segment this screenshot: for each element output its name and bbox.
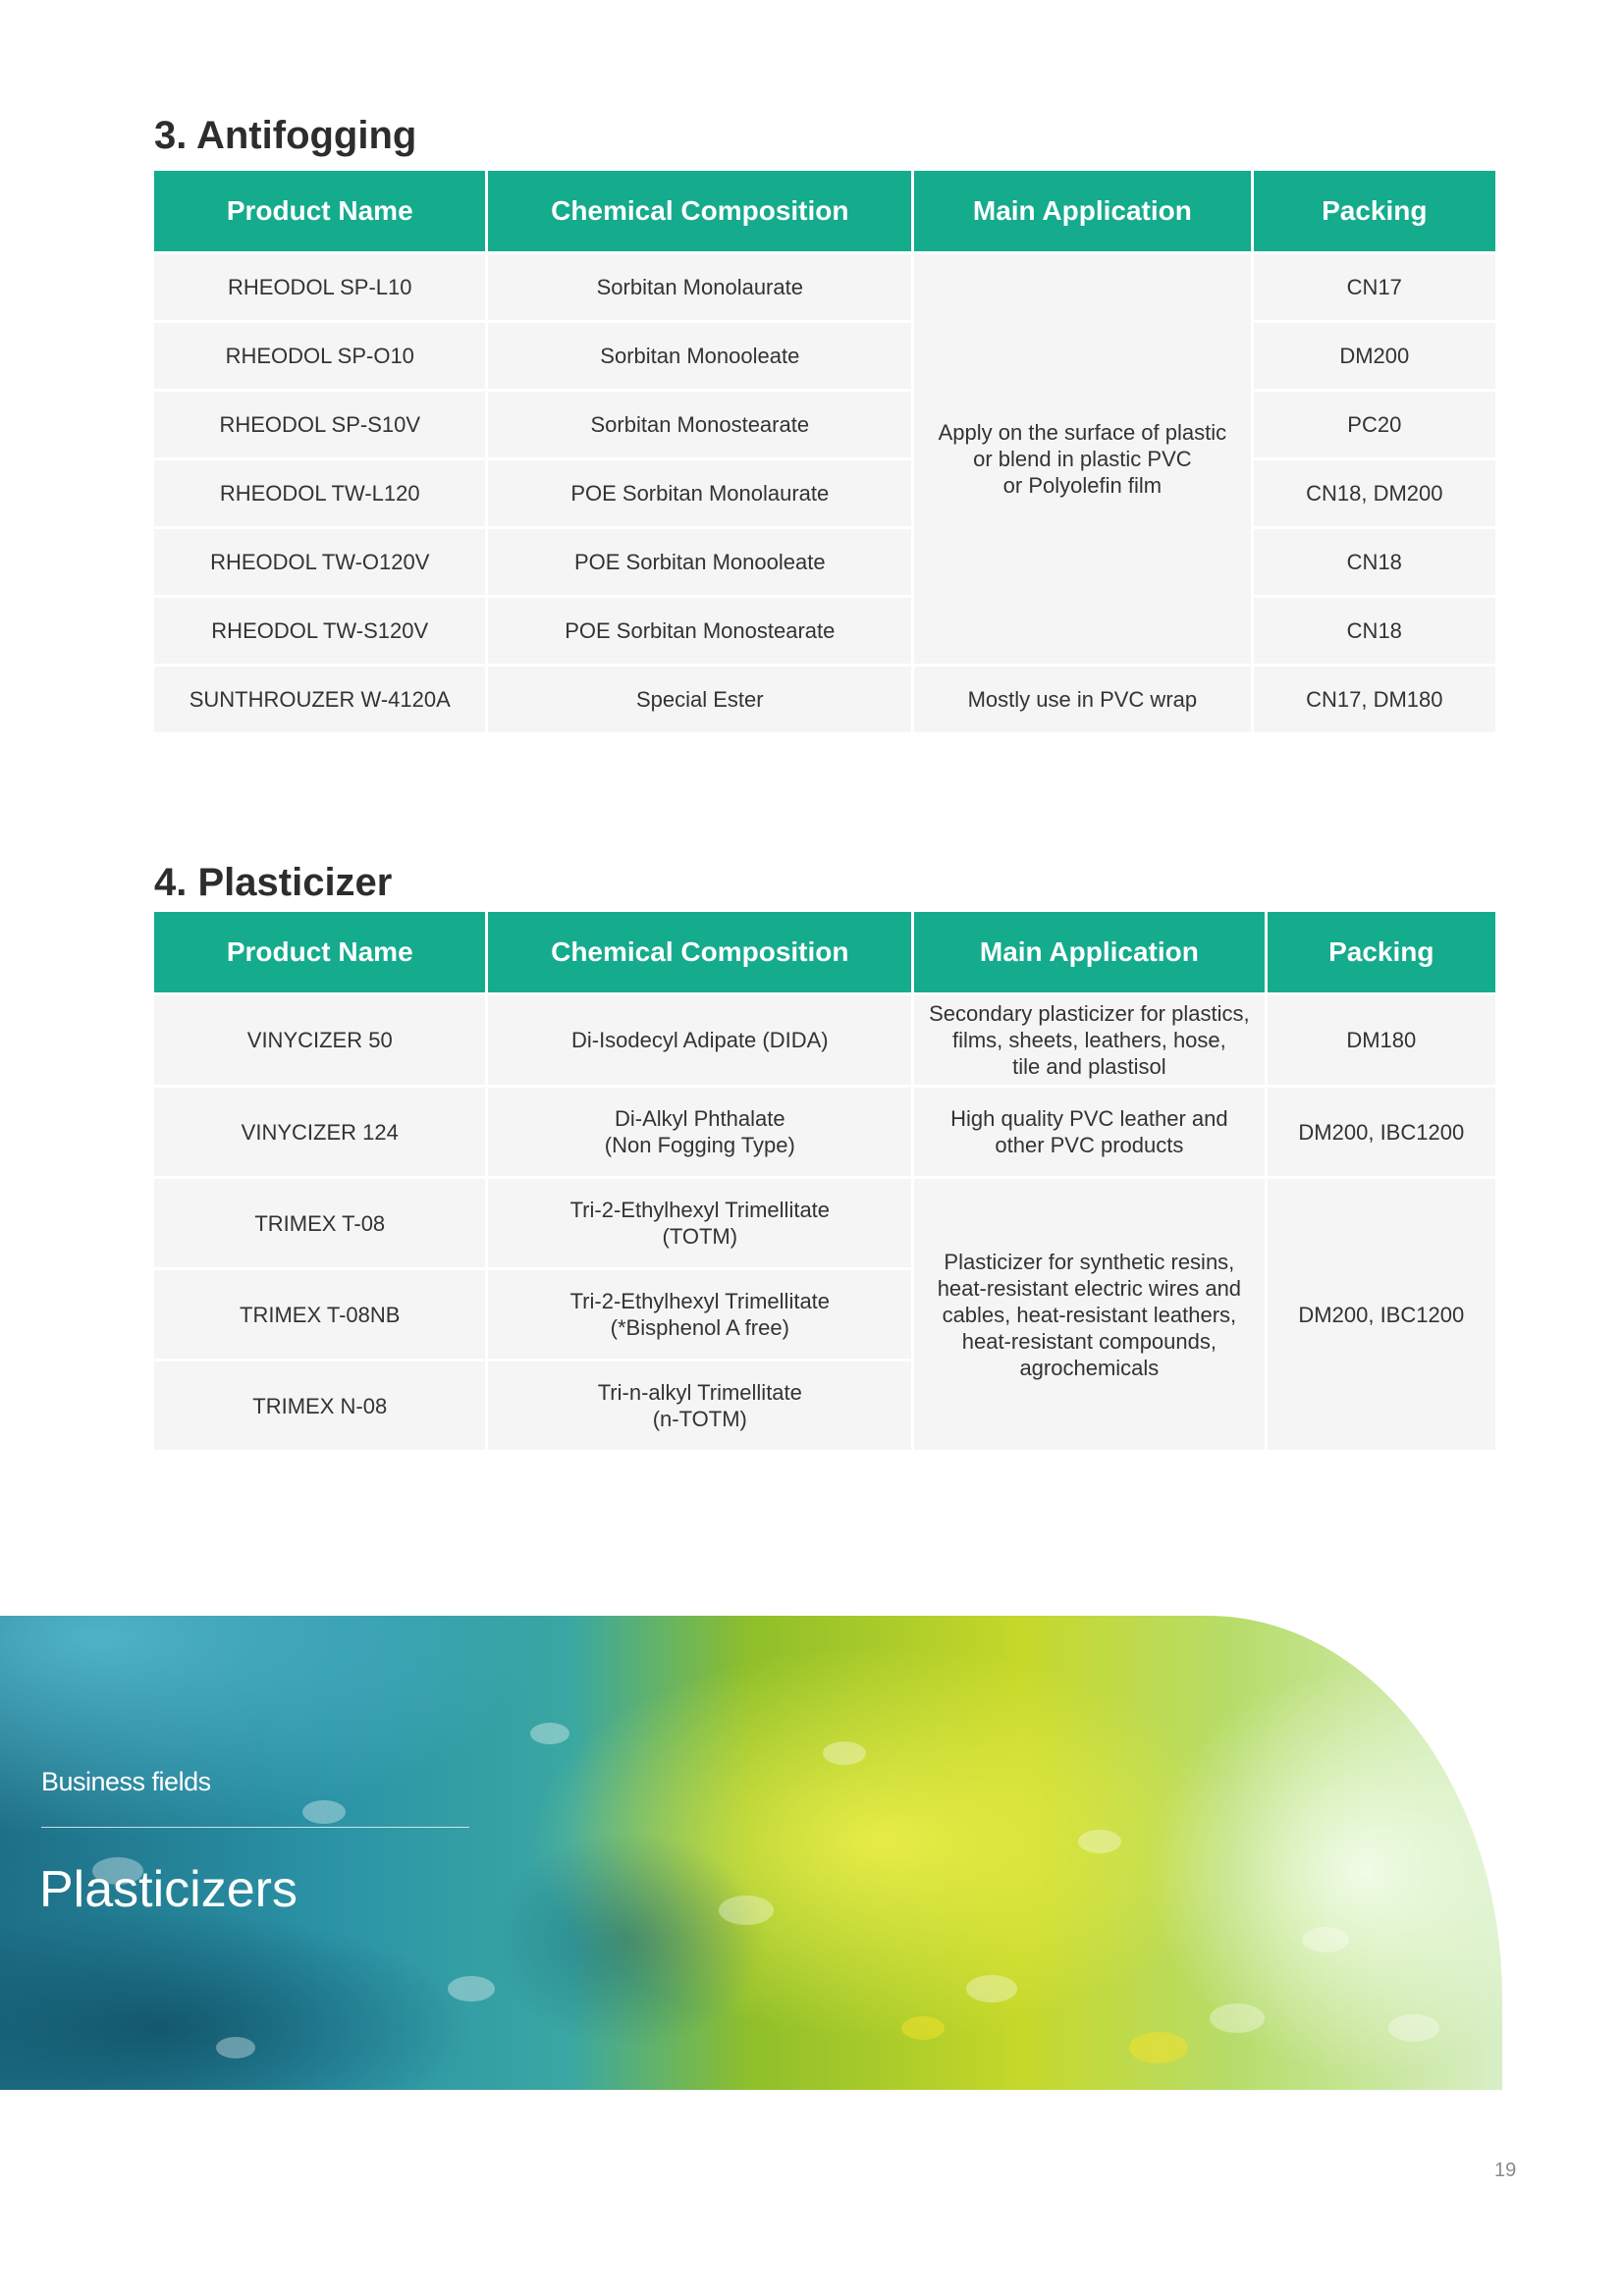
- product-name: TRIMEX T-08NB: [154, 1270, 485, 1359]
- plastic-pellets-image: [0, 1616, 1502, 2090]
- table-row: [154, 254, 1495, 320]
- table-row: [154, 1088, 1495, 1176]
- product-name: VINYCIZER 50: [154, 995, 485, 1085]
- chemical-composition: Special Ester: [488, 667, 911, 732]
- packing: CN17, DM180: [1254, 667, 1495, 732]
- header-main-application: Main Application: [914, 171, 1251, 251]
- main-application: Mostly use in PVC wrap: [914, 667, 1251, 732]
- packing: CN18, DM200: [1254, 460, 1495, 526]
- product-name: TRIMEX N-08: [154, 1362, 485, 1450]
- product-name: SUNTHROUZER W-4120A: [154, 667, 485, 732]
- packing: CN18: [1254, 598, 1495, 664]
- composition-line: Tri-2-Ethylhexyl Trimellitate: [569, 1289, 831, 1313]
- packing-merged: DM200, IBC1200: [1268, 1179, 1495, 1450]
- packing: DM200, IBC1200: [1268, 1088, 1495, 1176]
- chemical-composition: POE Sorbitan Monostearate: [488, 598, 911, 664]
- header-chemical-composition: Chemical Composition: [488, 912, 911, 992]
- plasticizer-table: [151, 909, 1498, 1453]
- application-line: agrochemicals: [1019, 1355, 1160, 1380]
- composition-line: (TOTM): [662, 1224, 738, 1249]
- chemical-composition: Sorbitan Monooleate: [488, 323, 911, 389]
- product-name: RHEODOL TW-L120: [154, 460, 485, 526]
- application-line: films, sheets, leathers, hose,: [951, 1028, 1226, 1052]
- application-line: Secondary plasticizer for plastics,: [929, 1001, 1250, 1026]
- page-number: 19: [1494, 2160, 1517, 2181]
- application-line: heat-resistant compounds,: [961, 1328, 1217, 1354]
- section-title-plasticizer: 4. Plasticizer: [154, 861, 393, 904]
- chemical-composition: [488, 995, 911, 1085]
- main-application: [914, 995, 1265, 1085]
- application-line: cables, heat-resistant leathers,: [942, 1302, 1237, 1327]
- composition-line: (n-TOTM): [652, 1407, 747, 1431]
- packing: PC20: [1254, 392, 1495, 457]
- table-row: [154, 995, 1495, 1085]
- section-title-antifogging: 3. Antifogging: [154, 114, 417, 157]
- product-name: RHEODOL TW-O120V: [154, 529, 485, 595]
- banner-image: [0, 1616, 1502, 2090]
- chemical-composition: [488, 1179, 911, 1267]
- chemical-composition: POE Sorbitan Monolaurate: [488, 460, 911, 526]
- packing: DM200: [1254, 323, 1495, 389]
- chemical-composition: POE Sorbitan Monooleate: [488, 529, 911, 595]
- application-line: Apply on the surface of plastic: [938, 420, 1227, 445]
- table-row: [154, 392, 1495, 457]
- banner-eyebrow: Business fields: [41, 1767, 211, 1796]
- composition-line: Tri-2-Ethylhexyl Trimellitate: [569, 1198, 831, 1222]
- composition-line: (*Bisphenol A free): [610, 1315, 789, 1340]
- packing: CN17: [1254, 254, 1495, 320]
- chemical-composition: [488, 1270, 911, 1359]
- chemical-composition: Sorbitan Monostearate: [488, 392, 911, 457]
- product-name: RHEODOL SP-O10: [154, 323, 485, 389]
- main-application-merged: [914, 254, 1251, 664]
- table-row: [154, 1179, 1495, 1267]
- composition-line: Di-Isodecyl Adipate (DIDA): [570, 1028, 829, 1052]
- product-name: VINYCIZER 124: [154, 1088, 485, 1176]
- packing: DM180: [1268, 995, 1495, 1085]
- table-row: [154, 323, 1495, 389]
- table-row: [154, 460, 1495, 526]
- composition-line: Tri-n-alkyl Trimellitate: [597, 1380, 802, 1405]
- antifogging-table: [151, 168, 1498, 735]
- table-header-row: [154, 171, 1495, 251]
- header-chemical-composition: Chemical Composition: [488, 171, 911, 251]
- chemical-composition: [488, 1362, 911, 1450]
- table-row: [154, 529, 1495, 595]
- main-application-merged: [914, 1179, 1265, 1450]
- application-line: heat-resistant electric wires and: [937, 1275, 1242, 1301]
- chemical-composition: Sorbitan Monolaurate: [488, 254, 911, 320]
- chemical-composition: [488, 1088, 911, 1176]
- packing: CN18: [1254, 529, 1495, 595]
- application-line: or Polyolefin film: [1002, 473, 1163, 498]
- header-main-application: Main Application: [914, 912, 1265, 992]
- banner-title: Plasticizers: [39, 1861, 298, 1918]
- banner-divider: [41, 1827, 469, 1828]
- composition-line: (Non Fogging Type): [604, 1133, 795, 1157]
- table-row: [154, 667, 1495, 732]
- product-name: RHEODOL TW-S120V: [154, 598, 485, 664]
- application-line: Plasticizer for synthetic resins,: [944, 1249, 1235, 1274]
- application-line: other PVC products: [995, 1133, 1184, 1157]
- header-packing: Packing: [1254, 171, 1495, 251]
- application-line: tile and plastisol: [1012, 1054, 1166, 1079]
- product-name: RHEODOL SP-S10V: [154, 392, 485, 457]
- table-header-row: [154, 912, 1495, 992]
- product-name: RHEODOL SP-L10: [154, 254, 485, 320]
- application-line: High quality PVC leather and: [950, 1106, 1228, 1131]
- header-product-name: Product Name: [154, 912, 485, 992]
- composition-line: Di-Alkyl Phthalate: [614, 1106, 785, 1131]
- header-packing: Packing: [1268, 912, 1495, 992]
- main-application: [914, 1088, 1265, 1176]
- table-row: [154, 598, 1495, 664]
- product-name: TRIMEX T-08: [154, 1179, 485, 1267]
- header-product-name: Product Name: [154, 171, 485, 251]
- application-line: or blend in plastic PVC: [973, 447, 1192, 471]
